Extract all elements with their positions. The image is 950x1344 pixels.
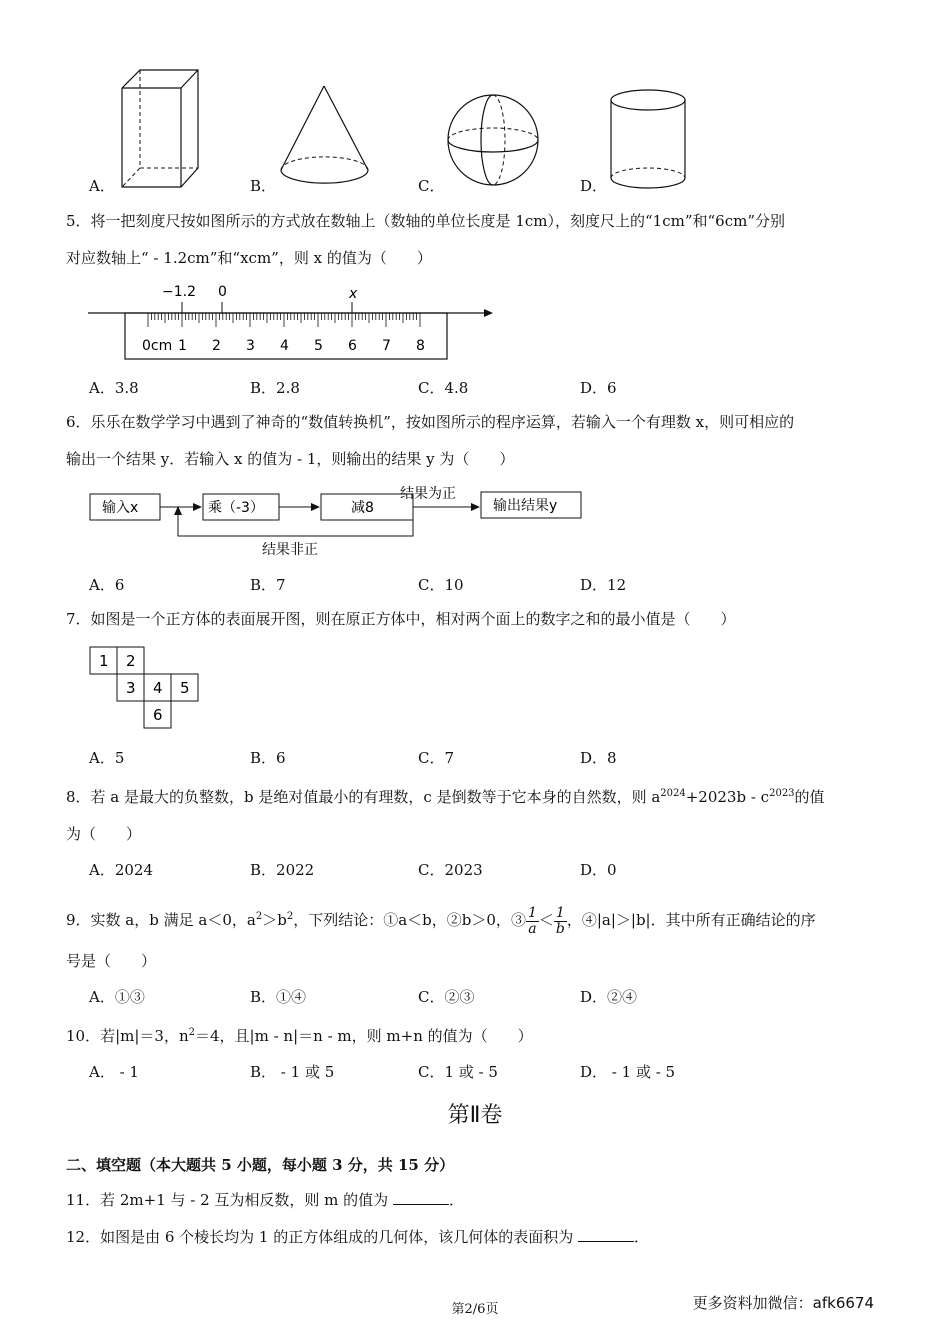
- q11-text: 11．若 2m+1 与 ‑ 2 互为相反数，则 m 的值为 ．: [66, 1191, 464, 1209]
- q6-line1: 6．乐乐在数学学习中遇到了神奇的“数值转换机”，按如图所示的程序运算，若输入一个有理数 x，则可相应的: [66, 413, 795, 431]
- flow-multiply: 乘（-3）: [208, 500, 264, 516]
- ruler-label-6: 6: [348, 338, 357, 354]
- q6-option-d[interactable]: D．12: [580, 576, 627, 594]
- ruler-label-5: 5: [314, 338, 323, 354]
- q6-option-a[interactable]: A．6: [89, 576, 125, 594]
- q12-text: 12．如图是由 6 个棱长均为 1 的正方体组成的几何体，该几何体的表面积为 ．: [66, 1228, 650, 1246]
- q9-text: [66, 898, 886, 980]
- q8-option-b[interactable]: B．2022: [250, 861, 315, 879]
- q6-flowchart: [88, 484, 588, 562]
- ruler-label-1: 1: [178, 338, 187, 354]
- q4-option-c[interactable]: C．: [418, 177, 445, 195]
- q4-figures: [80, 60, 720, 195]
- q9-option-c[interactable]: C．②③: [418, 988, 475, 1006]
- ruler-label-0: 0cm: [142, 338, 173, 354]
- q5-text: [66, 203, 886, 277]
- q6-option-b[interactable]: B．7: [250, 576, 286, 594]
- net-face-1: 1: [99, 652, 109, 670]
- q5-number-line-figure: [88, 280, 498, 365]
- q10-option-b[interactable]: B． ‑ 1 或 5: [250, 1063, 335, 1081]
- q5-option-a[interactable]: A．3.8: [89, 379, 139, 397]
- flow-subtract: 减8: [351, 500, 374, 516]
- cuboid-figure: [122, 70, 198, 187]
- wechat-note: 更多资料加微信：afk6674: [692, 1294, 874, 1312]
- q7-text: [66, 601, 886, 638]
- flow-nonpositive: 结果非正: [262, 542, 318, 558]
- q7-option-a[interactable]: A．5: [89, 749, 125, 767]
- q5-option-c[interactable]: C．4.8: [418, 379, 469, 397]
- q9-line1: 9．实数 a，b 满足 a＜0，$a^2>b^2$，下列结论：①a＜b，②b＞0，③ $\frac{1}{a}$ ＜ $\frac{1}{b}$ ，④|a|＞|b|．其中所有正确结论的序: [66, 904, 816, 937]
- section-title: 二、填空题（本大题共 5 小题，每小题 3 分，共 15 分）: [66, 1156, 455, 1174]
- frac-1-over-a: $\frac{1}{a}$: [527, 904, 537, 937]
- flow-output: 输出结果y: [493, 498, 558, 514]
- flow-input: 输入x: [102, 500, 139, 516]
- net-face-5: 5: [180, 679, 190, 697]
- q9-option-d[interactable]: D．②④: [580, 988, 638, 1006]
- q6-line2: 输出一个结果 y．若输入 x 的值为 ‑ 1，则输出的结果 y 为（ ）: [66, 450, 515, 468]
- cylinder-figure: [611, 90, 685, 188]
- q10-line1: 10．若|m|＝3，$n^2=4$，且|m ‑ n|＝n ‑ m，则 m+n 的值为（ ）: [66, 1027, 533, 1045]
- q5-line2: 对应数轴上“ ‑ 1.2cm”和“xcm”，则 x 的值为（ ）: [66, 249, 432, 267]
- q10-option-c[interactable]: C．1 或 ‑ 5: [418, 1063, 498, 1081]
- q6-text: [66, 404, 886, 478]
- ruler-labels: [142, 338, 425, 354]
- q4-option-a[interactable]: A．: [89, 177, 115, 195]
- q12-answer-blank[interactable]: [578, 1227, 634, 1242]
- label-neg-1.2: −1.2: [162, 284, 196, 300]
- ruler-label-2: 2: [212, 338, 221, 354]
- q8-text: [66, 775, 886, 853]
- q7-option-d[interactable]: D．8: [580, 749, 617, 767]
- q9-option-b[interactable]: B．①④: [250, 988, 307, 1006]
- ruler-ticks: [148, 313, 420, 327]
- q5-option-d[interactable]: D．6: [580, 379, 617, 397]
- q7-option-c[interactable]: C．7: [418, 749, 455, 767]
- q8-option-d[interactable]: D．0: [580, 861, 617, 879]
- net-face-3: 3: [126, 679, 136, 697]
- net-face-2: 2: [126, 652, 136, 670]
- q9-option-a[interactable]: A．①③: [89, 988, 145, 1006]
- net-face-4: 4: [153, 679, 163, 697]
- q7-line1: 7．如图是一个正方体的表面展开图，则在原正方体中，相对两个面上的数字之和的最小值是（ ）: [66, 610, 736, 628]
- q8-line2: 为（ ）: [66, 825, 142, 843]
- label-zero: 0: [218, 284, 227, 300]
- q10-option-a[interactable]: A． ‑ 1: [89, 1063, 139, 1081]
- sphere-figure: [448, 95, 538, 185]
- q5-option-b[interactable]: B．2.8: [250, 379, 300, 397]
- ruler-label-4: 4: [280, 338, 289, 354]
- q11-answer-blank[interactable]: [393, 1190, 449, 1205]
- q8-line1: 8．若 a 是最大的负整数，b 是绝对值最小的有理数，c 是倒数等于它本身的自然数，则 $a^{2024}+2023b$ ‑ $c^{2023}$的值: [66, 788, 825, 806]
- q10-option-d[interactable]: D． ‑ 1 或 ‑ 5: [580, 1063, 676, 1081]
- q7-cube-net: [89, 646, 209, 732]
- flow-positive: 结果为正: [400, 486, 456, 502]
- q8-option-c[interactable]: C．2023: [418, 861, 483, 879]
- q10-text: [66, 1014, 886, 1055]
- q9-line2: 号是（ ）: [66, 952, 157, 970]
- net-face-6: 6: [153, 706, 163, 724]
- ruler-label-7: 7: [382, 338, 391, 354]
- label-x: x: [349, 286, 358, 302]
- page-number: 第2/6页: [451, 1302, 499, 1317]
- part-heading: 第Ⅱ卷: [447, 1103, 503, 1128]
- q6-option-c[interactable]: C．10: [418, 576, 464, 594]
- cone-figure: [281, 86, 368, 183]
- q8-option-a[interactable]: A．2024: [89, 861, 154, 879]
- q4-option-b[interactable]: B．: [250, 177, 277, 195]
- frac-1-over-b: $\frac{1}{b}$: [555, 904, 565, 937]
- q5-line1: 5．将一把刻度尺按如图所示的方式放在数轴上（数轴的单位长度是 1cm），刻度尺上的“1cm”和“6cm”分别: [66, 212, 785, 230]
- q4-option-d[interactable]: D．: [580, 177, 608, 195]
- q7-option-b[interactable]: B．6: [250, 749, 286, 767]
- ruler-label-8: 8: [416, 338, 425, 354]
- ruler-label-3: 3: [246, 338, 255, 354]
